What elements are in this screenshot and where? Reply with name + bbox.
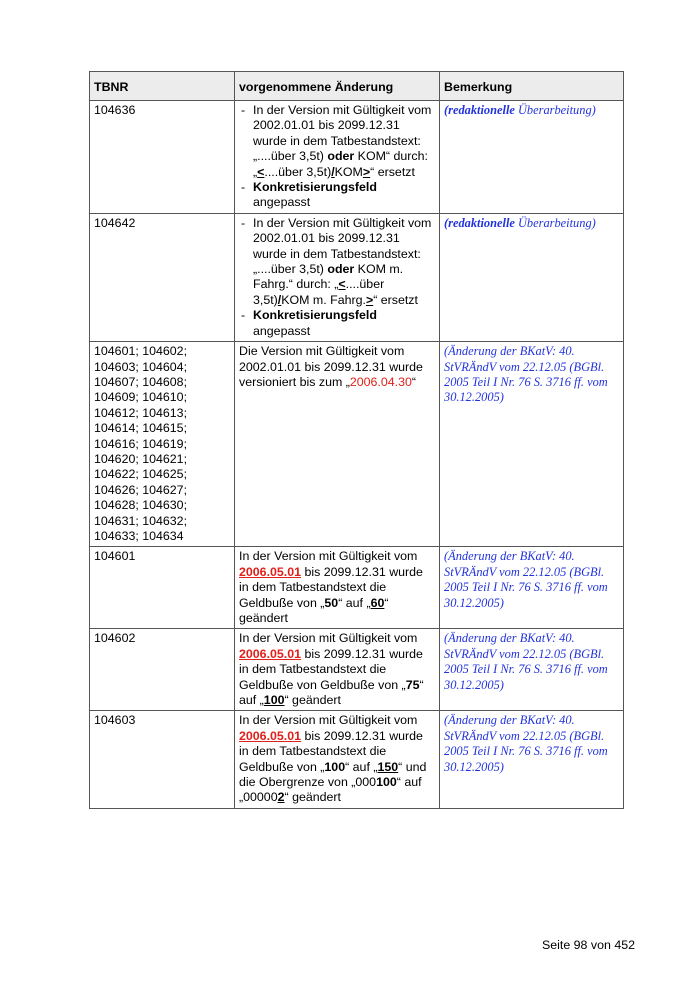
- change-cell: In der Version mit Gültigkeit vom 2006.05.01 bis 2099.12.31 wurde in dem Tatbestandstext die Geldbuße von „50“ auf „60“ geändert: [235, 547, 440, 629]
- remark-cell: (Änderung der BKatV: 40. StVRÄndV vom 22.12.05 (BGBl. 2005 Teil I Nr. 76 S. 3716 ff. vom 30.12.2005): [440, 711, 624, 808]
- remark-cell: (redaktionelle Überarbeitung): [440, 213, 624, 341]
- change-cell: [235, 101, 440, 214]
- change-cell: In der Version mit Gültigkeit vom 2006.05.01 bis 2099.12.31 wurde in dem Tatbestandstext die Geldbuße von Geldbuße von „75“ auf „100“ geändert: [235, 629, 440, 711]
- change-item: - Konkretisierungsfeld angepasst: [239, 180, 435, 211]
- tbnr-cell: 104601; 104602; 104603; 104604; 104607; 104608; 104609; 104610; 104612; 104613; 104614; 104615; 104616; 104619; 104620; 104621; 104622; 104625; 104626; 104627; 104628; 104630; 104631; 104632; 104633; 104634: [90, 342, 235, 547]
- table-header-row: [90, 72, 624, 101]
- table-row: [90, 547, 624, 629]
- remark-cell: (redaktionelle Überarbeitung): [440, 101, 624, 214]
- change-item: - Konkretisierungsfeld angepasst: [239, 308, 435, 339]
- change-item: - In der Version mit Gültigkeit vom 2002.01.01 bis 2099.12.31 wurde in dem Tatbestandstext: „....über 3,5t) oder KOM m. Fahrg.“ durch: „<....über 3,5t)/KOM m. Fahrg.>“ ersetzt: [239, 216, 435, 308]
- remark-cell: (Änderung der BKatV: 40. StVRÄndV vom 22.12.05 (BGBl. 2005 Teil I Nr. 76 S. 3716 ff. vom 30.12.2005): [440, 629, 624, 711]
- changes-table: [89, 71, 624, 809]
- table-row: [90, 213, 624, 341]
- table-row: [90, 711, 624, 808]
- remark-cell: (Änderung der BKatV: 40. StVRÄndV vom 22.12.05 (BGBl. 2005 Teil I Nr. 76 S. 3716 ff. vom 30.12.2005): [440, 547, 624, 629]
- table-row: [90, 101, 624, 214]
- tbnr-cell: 104601: [90, 547, 235, 629]
- change-cell: In der Version mit Gültigkeit vom 2006.05.01 bis 2099.12.31 wurde in dem Tatbestandstext die Geldbuße von „100“ auf „150“ und die Obergrenze von „000100“ auf „000002“ geändert: [235, 711, 440, 808]
- header-change: vorgenommene Änderung: [235, 72, 440, 101]
- change-cell: Die Version mit Gültigkeit vom 2002.01.01 bis 2099.12.31 wurde versioniert bis zum „2006.04.30“: [235, 342, 440, 547]
- header-tbnr: TBNR: [90, 72, 235, 101]
- table-row: [90, 342, 624, 547]
- change-item: - In der Version mit Gültigkeit vom 2002.01.01 bis 2099.12.31 wurde in dem Tatbestandstext: „....über 3,5t) oder KOM“ durch: „<....über 3,5t)/KOM>“ ersetzt: [239, 103, 435, 180]
- tbnr-cell: 104642: [90, 213, 235, 341]
- page-number: Seite 98 von 452: [541, 938, 635, 952]
- change-list: [239, 216, 435, 339]
- change-cell: [235, 213, 440, 341]
- table-row: [90, 629, 624, 711]
- change-list: [239, 103, 435, 211]
- remark-cell: (Änderung der BKatV: 40. StVRÄndV vom 22.12.05 (BGBl. 2005 Teil I Nr. 76 S. 3716 ff. vom 30.12.2005): [440, 342, 624, 547]
- tbnr-cell: 104603: [90, 711, 235, 808]
- header-remark: Bemerkung: [440, 72, 624, 101]
- tbnr-cell: 104636: [90, 101, 235, 214]
- tbnr-cell: 104602: [90, 629, 235, 711]
